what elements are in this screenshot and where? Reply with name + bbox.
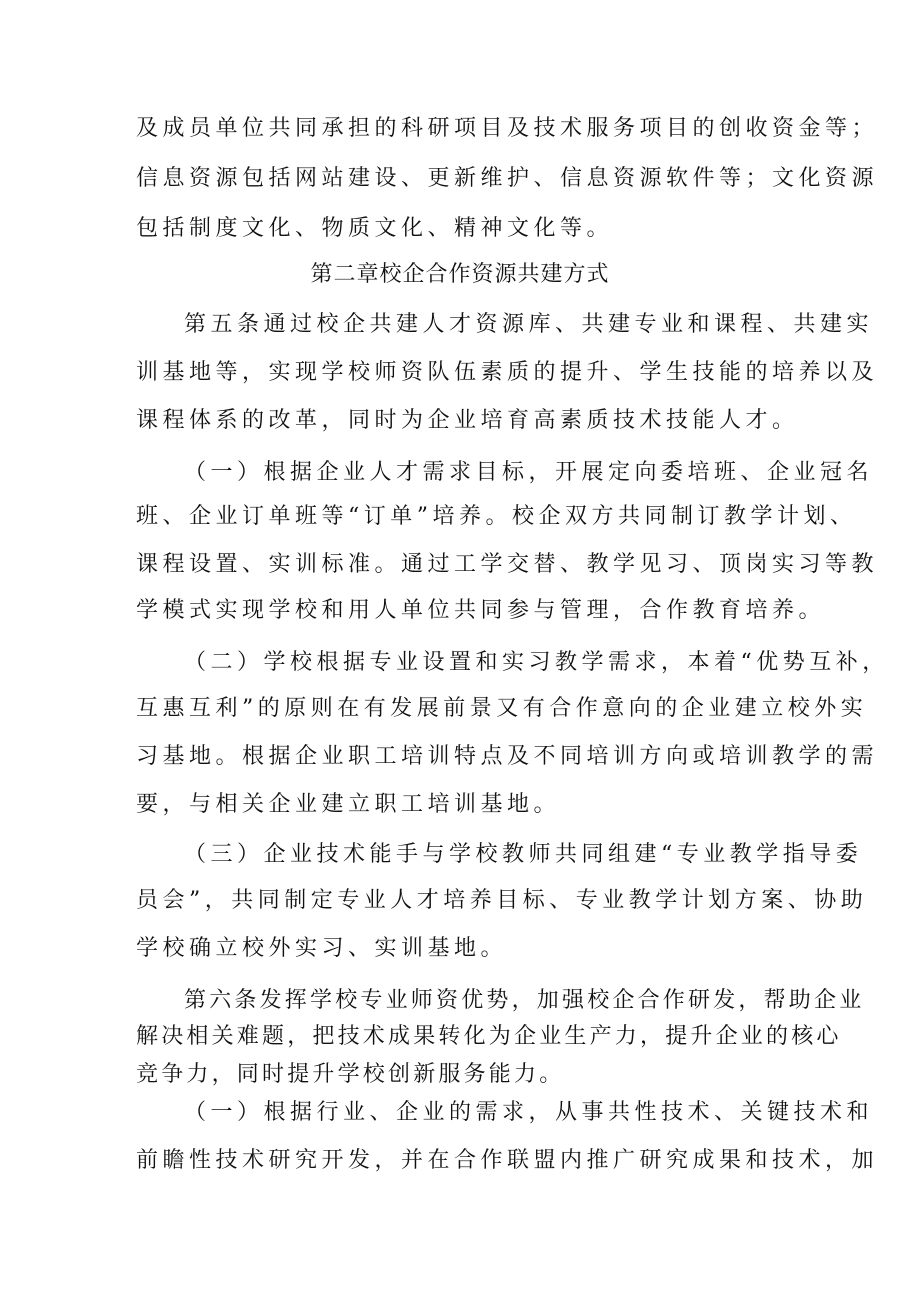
article6-line-3: 竞争力，同时提升学校创新服务能力。 [136, 1062, 565, 1087]
article5-line-3: 课程体系的改革，同时为企业培育高素质技术技能人才。 [136, 408, 799, 433]
item3-line-1: （三）企业技术能手与学校教师共同组建“专业教学指导委 [184, 842, 863, 867]
item1-line-3: 课程设置、实训标准。通过工学交替、教学见习、顶岗实习等教 [136, 552, 879, 577]
item1-line-4: 学模式实现学校和用人单位共同参与管理，合作教育培养。 [136, 598, 826, 623]
article6-item1-line-1: （一）根据行业、企业的需求，从事共性技术、关键技术和 [184, 1100, 874, 1125]
intro-line-3: 包括制度文化、物质文化、精神文化等。 [136, 216, 614, 241]
item2-line-1: （二）学校根据专业设置和实习教学需求，本着“优势互补， [184, 650, 889, 675]
article5-line-2: 训基地等，实现学校师资队伍素质的提升、学生技能的培养以及 [136, 360, 879, 385]
intro-line-1: 及成员单位共同承担的科研项目及技术服务项目的创收资金等； [136, 116, 879, 141]
item2-line-3: 习基地。根据企业职工培训特点及不同培训方向或培训教学的需 [136, 744, 879, 769]
article6-line-2: 解决相关难题，把技术成果转化为企业生产力，提升企业的核心 [136, 1024, 842, 1049]
item1-line-1: （一）根据企业人才需求目标，开展定向委培班、企业冠名 [184, 460, 874, 485]
item3-line-3: 学校确立校外实习、实训基地。 [136, 936, 508, 961]
chapter-heading: 第二章校企合作资源共建方式 [310, 262, 610, 287]
article6-line-1: 第六条发挥学校专业师资优势，加强校企合作研发，帮助企业 [184, 988, 865, 1013]
item2-line-4: 要，与相关企业建立职工培训基地。 [136, 792, 561, 817]
item2-line-2: 互惠互利”的原则在有发展前景又有合作意向的企业建立校外实 [136, 696, 868, 721]
item3-line-2: 员会”，共同制定专业人才培养目标、专业教学计划方案、协助 [136, 888, 868, 913]
article6-item1-line-2: 前瞻性技术研究开发，并在合作联盟内推广研究成果和技术，加 [136, 1148, 879, 1173]
intro-line-2: 信息资源包括网站建设、更新维护、信息资源软件等；文化资源 [136, 166, 879, 191]
article5-line-1: 第五条通过校企共建人才资源库、共建专业和课程、共建实 [184, 312, 874, 337]
item1-line-2: 班、企业订单班等“订单”培养。校企双方共同制订教学计划、 [136, 504, 857, 529]
